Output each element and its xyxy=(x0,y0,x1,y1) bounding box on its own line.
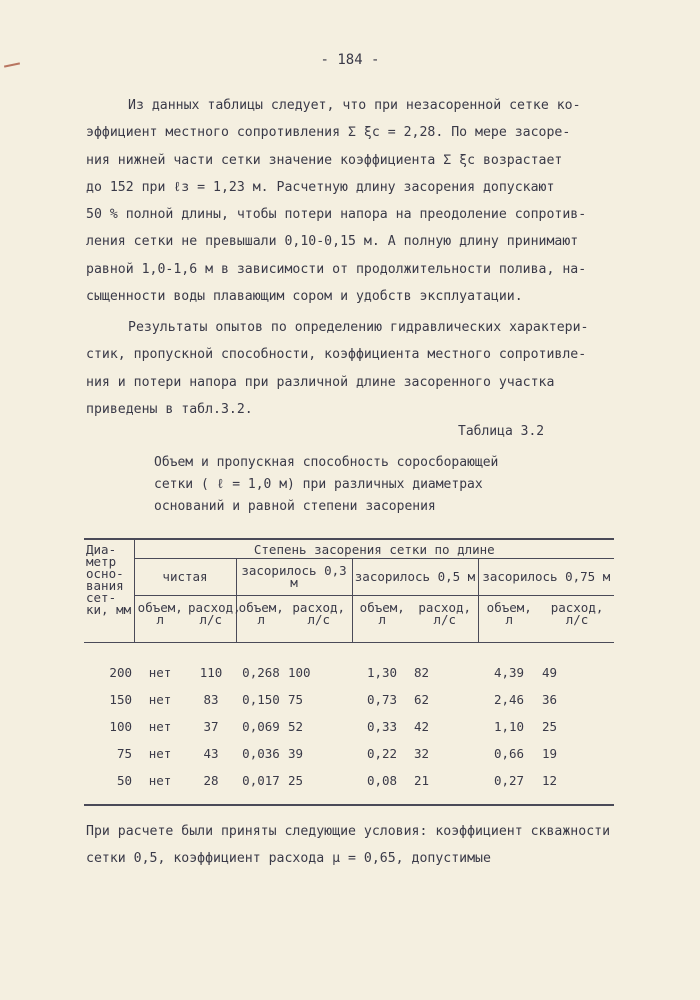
volume-header: объем, л xyxy=(359,600,405,627)
table-cell: 110 xyxy=(199,665,223,680)
footer-paragraph xyxy=(86,818,626,872)
table-cell: 52 xyxy=(288,719,304,734)
table-cell: 39 xyxy=(288,746,304,761)
table-cell: 150 xyxy=(109,692,132,707)
table-cell: 0,22 xyxy=(366,746,398,761)
volume-header: объем, л xyxy=(486,600,532,627)
table-cell: 28 xyxy=(203,773,219,788)
table-cell: нет xyxy=(148,773,172,788)
table-cell: 0,27 xyxy=(493,773,525,788)
table-cell: 21 xyxy=(414,773,430,788)
paragraph-2-line: ния и потери напора при различной длине засоренного участка xyxy=(86,374,555,390)
table-cell: 100 xyxy=(109,719,132,734)
table-cell: 0,036 xyxy=(242,746,280,761)
paragraph-1-line: Из данных таблицы следует, что при незасоренной сетке ко- xyxy=(128,98,581,113)
table-cell: 0,66 xyxy=(493,746,525,761)
paragraph-1 xyxy=(86,92,658,310)
paragraph-2 xyxy=(86,314,658,423)
table-cell: 0,33 xyxy=(366,719,398,734)
table-cell: 2,46 xyxy=(493,692,525,707)
paragraph-1-line: сыщенности воды плавающим сором и удобств эксплуатации. xyxy=(86,289,523,305)
flow-header: расход, л/с xyxy=(186,596,236,643)
paragraph-1-line: 50 % полной длины, чтобы потери напора на преодоление сопротив- xyxy=(86,207,587,223)
paragraph-1-line: ния нижней части сетки значение коэффициента Σ ξc возрастает xyxy=(86,152,563,168)
table-row xyxy=(84,686,614,713)
table-row xyxy=(84,767,614,794)
volume-header: объем, л xyxy=(238,600,284,627)
paragraph-2-line: стик, пропускной способности, коэффициента местного сопротивле- xyxy=(86,347,587,363)
table-cell: нет xyxy=(148,719,172,734)
table-title-line: оснований и равной степени засорения xyxy=(154,499,436,514)
table-cell: 75 xyxy=(288,692,304,707)
page-number: - 184 - xyxy=(320,52,380,68)
table-cell: 37 xyxy=(203,719,219,734)
table-cell: 0,017 xyxy=(242,773,280,788)
footer-line: При расчете были приняты следующие условия: коэффициент скважности сетки 0,5, коэффициент расхода μ = 0,65, допустимые xyxy=(86,824,611,866)
table-cell: 83 xyxy=(203,692,219,707)
table-title-line: сетки ( ℓ = 1,0 м) при различных диаметрах xyxy=(154,477,483,492)
table-cell: 1,10 xyxy=(493,719,525,734)
table-cell: 82 xyxy=(414,665,430,680)
flow-header: расход, л/с xyxy=(286,596,352,643)
paragraph-1-line: ления сетки не превышали 0,10-0,15 м. А полную длину принимают xyxy=(86,234,579,250)
table-cell: 49 xyxy=(542,665,558,680)
table-cell: 200 xyxy=(109,665,132,680)
table-cell: 43 xyxy=(203,746,219,761)
table-cell: 0,150 xyxy=(242,692,280,707)
paragraph-1-line: равной 1,0-1,6 м в зависимости от продолжительности полива, на- xyxy=(86,261,587,277)
table-cell: 36 xyxy=(542,692,558,707)
table-cell: 0,069 xyxy=(242,719,280,734)
table-cell: 50 xyxy=(116,773,132,788)
table-cell: нет xyxy=(148,746,172,761)
table-cell: 12 xyxy=(542,773,558,788)
table-label: Таблица 3.2 xyxy=(458,424,545,439)
table-row xyxy=(84,740,614,767)
paragraph-2-line: приведены в табл.3.2. xyxy=(86,401,253,417)
paragraph-2-line: Результаты опытов по определению гидравлических характери- xyxy=(128,320,589,335)
table-cell: 0,08 xyxy=(366,773,398,788)
group-header: Степень засорения сетки по длине xyxy=(134,539,614,559)
subgroup-0-75: засорилось 0,75 м xyxy=(478,559,614,596)
paragraph-1-line: эффициент местного сопротивления Σ ξc = 2,28. По мере засоре- xyxy=(86,125,571,141)
table-cell: нет xyxy=(148,665,172,680)
table-cell: 19 xyxy=(542,746,558,761)
table-cell: 32 xyxy=(414,746,430,761)
paragraph-1-line: до 152 при ℓз = 1,23 м. Расчетную длину засорения допускают xyxy=(86,179,555,195)
table-cell: нет xyxy=(148,692,172,707)
volume-header: объем, л xyxy=(137,600,183,627)
table-cell: 25 xyxy=(542,719,558,734)
table-cell: 75 xyxy=(116,746,132,761)
flow-header: расход, л/с xyxy=(412,596,478,643)
subgroup-clean: чистая xyxy=(134,559,236,596)
table-title-line: Объем и пропускная способность соросборающей xyxy=(154,455,499,470)
diameter-header: Диа-метр осно-вания сет-ки, мм xyxy=(84,539,134,643)
flow-header: расход, л/с xyxy=(550,600,604,627)
table-cell: 4,39 xyxy=(493,665,525,680)
subgroup-0-3: засорилось 0,3 м xyxy=(236,559,352,596)
table-cell: 0,268 xyxy=(242,665,280,680)
table-cell: 0,73 xyxy=(366,692,398,707)
table-row xyxy=(84,659,614,686)
table-row xyxy=(84,713,614,740)
table-cell: 42 xyxy=(414,719,430,734)
table-cell: 100 xyxy=(288,665,311,680)
table-cell: 62 xyxy=(414,692,430,707)
data-table xyxy=(84,538,614,806)
table-cell: 25 xyxy=(288,773,304,788)
table-cell: 1,30 xyxy=(366,665,398,680)
subgroup-0-5: засорилось 0,5 м xyxy=(352,559,478,596)
table-title xyxy=(154,452,498,518)
